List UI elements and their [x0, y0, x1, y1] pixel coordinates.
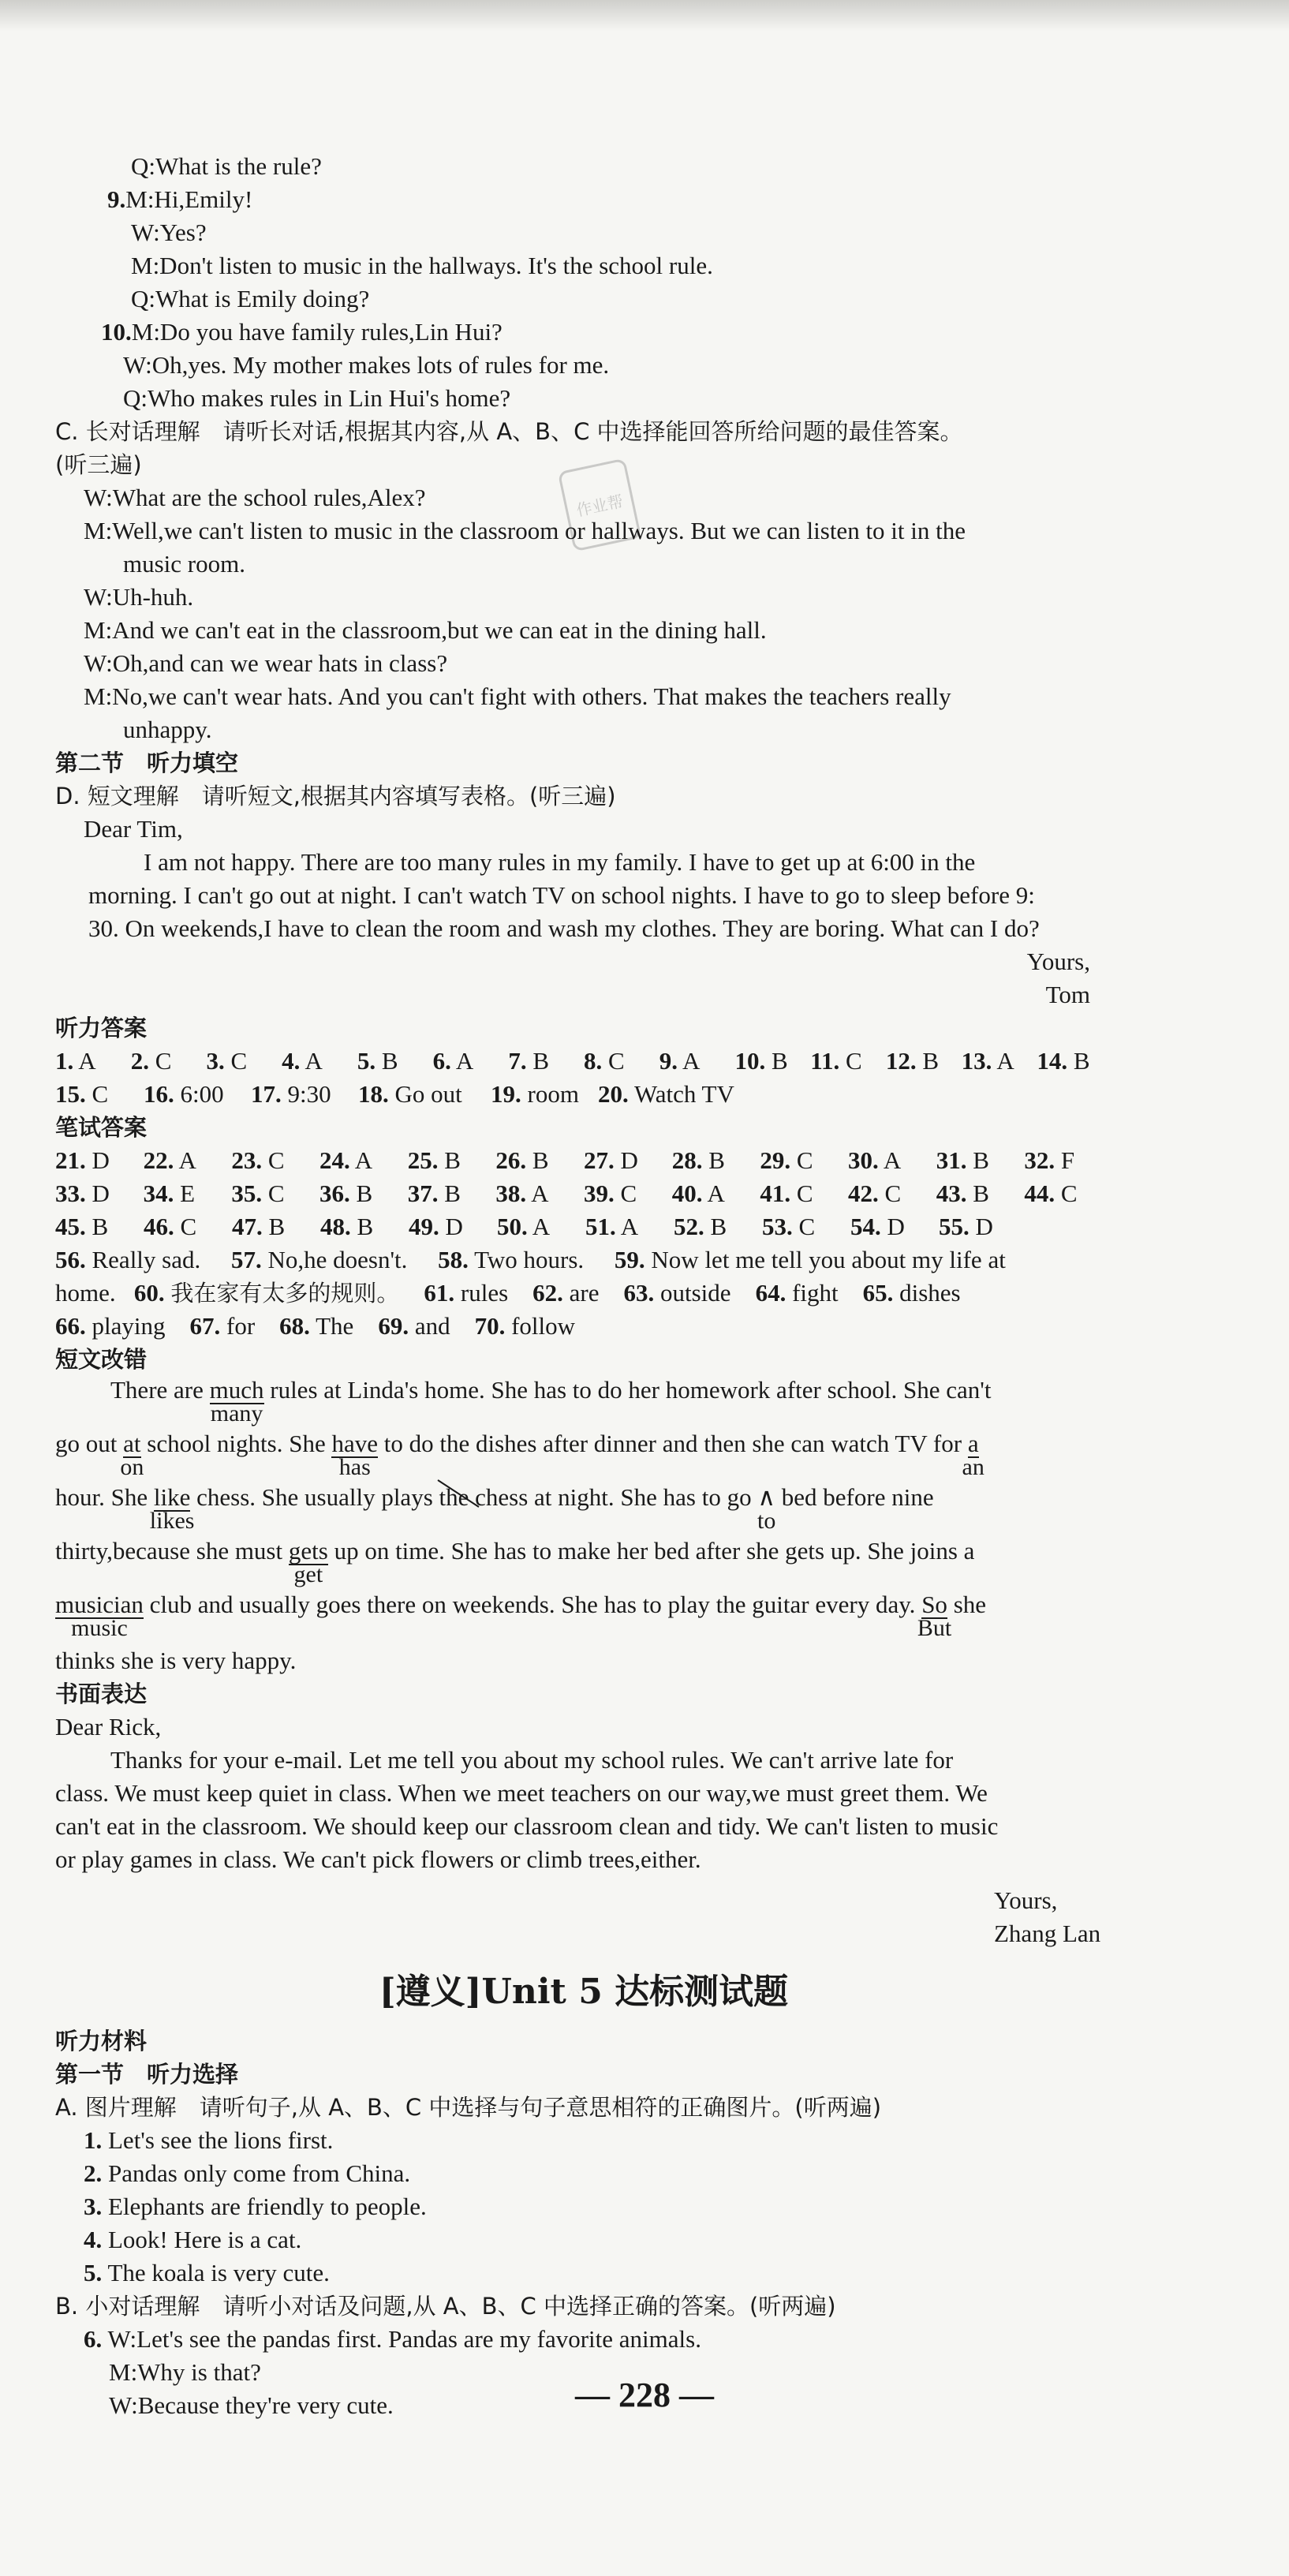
dialog-line: 6. W:Let's see the pandas first. Pandas are my favorite animals.: [84, 2325, 701, 2353]
answer-item: 28. B: [671, 1146, 725, 1174]
answer-item: 27. D: [584, 1146, 638, 1174]
section-heading: 第二节 听力填空: [55, 750, 239, 776]
dialog-line: W:Uh-huh.: [84, 583, 194, 611]
answer-item: 43. B: [936, 1180, 989, 1207]
letter-line: can't eat in the classroom. We should keep our classroom clean and tidy. We can't listen to music: [55, 1812, 999, 1840]
answer-item: 30. A: [848, 1146, 902, 1174]
passage-line: musician music club and usually goes there on weekends. She has to play the guitar every day. So But she: [55, 1591, 987, 1641]
letter-line: I am not happy. There are too many rules in my family. I have to get up at 6:00 in the: [144, 848, 976, 876]
answer-item: 38. A: [495, 1180, 549, 1207]
answer-item: 14. B: [1037, 1047, 1090, 1075]
answer-item: 46. C: [144, 1213, 197, 1240]
section-heading: 第一节 听力选择: [55, 2061, 239, 2088]
answer-item: 40. A: [671, 1180, 725, 1207]
answer-item: 4. A: [282, 1047, 323, 1075]
answer-item: 55. D: [939, 1213, 993, 1240]
dialog-line: W:What are the school rules,Alex?: [84, 484, 426, 511]
answer-item: 25. B: [407, 1146, 461, 1174]
dialog-line: M:No,we can't wear hats. And you can't fight with others. That makes the teachers really: [84, 682, 951, 710]
answer-item: 7. B: [508, 1047, 549, 1075]
page-number: — 228 —: [575, 2376, 714, 2414]
letter-line: class. We must keep quiet in class. When we meet teachers on our way,we must greet them. We: [55, 1779, 988, 1807]
letter-signature: Zhang Lan: [994, 1920, 1101, 1947]
letter-closing: Yours,: [1026, 948, 1090, 975]
answer-item: 47. B: [232, 1213, 286, 1240]
answer-item: 3. C: [206, 1047, 248, 1075]
error-word: much many: [209, 1376, 264, 1426]
top-shadow: [0, 0, 1289, 32]
error-word: gets get: [288, 1537, 328, 1587]
answer-item: 48. B: [320, 1213, 374, 1240]
answer-item: 44. C: [1024, 1180, 1078, 1207]
deleted-word: the: [439, 1483, 469, 1512]
passage-line: There are much many rules at Linda's home. She has to do her homework after school. She can't: [110, 1376, 992, 1426]
answer-item: 49. D: [409, 1213, 463, 1240]
letter-line: morning. I can't go out at night. I can't watch TV on school nights. I have to go to sleep before 9:: [88, 881, 1035, 909]
answer-item: 39. C: [584, 1180, 637, 1207]
dialog-line: Q:What is the rule?: [131, 152, 322, 180]
answer-item: 53. C: [762, 1213, 816, 1240]
answer-item: 12. B: [885, 1047, 940, 1075]
dialog-line: 9.M:Hi,Emily!: [107, 185, 253, 213]
answer-item: 24. A: [319, 1146, 373, 1174]
section-a-instruction: A. 图片理解 请听句子,从 A、B、C 中选择与句子意思相符的正确图片。(听两遍): [55, 2094, 882, 2121]
letter-salutation: Dear Rick,: [55, 1713, 162, 1740]
answer-item: 41. C: [760, 1180, 813, 1207]
answer-item: 9. A: [659, 1047, 701, 1075]
answer-row: [55, 1210, 1112, 1243]
error-correction-heading: 短文改错: [55, 1346, 148, 1373]
insertion-mark: ∧ to: [757, 1483, 776, 1534]
letter-line: or play games in class. We can't pick flowers or climb trees,either.: [55, 1845, 701, 1873]
answer-row: [55, 1144, 1112, 1177]
error-word: a an: [962, 1430, 984, 1480]
written-answers-heading: 笔试答案: [55, 1114, 148, 1141]
answer-item: 1. A: [55, 1047, 96, 1075]
answer-item: 19. room: [491, 1080, 579, 1108]
dialog-line: M:Why is that?: [109, 2358, 261, 2386]
answer-line: 66. playing 67. for 68. The 69. and 70. follow: [55, 1312, 576, 1340]
passage-line: hour. She like likes chess. She usually plays the chess at night. She has to go ∧ to bed before nine: [55, 1483, 1112, 1537]
dialog-line: Q:What is Emily doing?: [131, 285, 370, 312]
answer-line: 56. Really sad. 57. No,he doesn't. 58. Two hours. 59. Now let me tell you about my life at: [55, 1246, 1006, 1273]
answer-row: [55, 1045, 1112, 1078]
section-b-instruction: B. 小对话理解 请听小对话及问题,从 A、B、C 中选择正确的答案。(听两遍): [55, 2293, 836, 2320]
answer-item: 52. B: [674, 1213, 727, 1240]
letter-line: Thanks for your e-mail. Let me tell you about my school rules. We can't arrive late for: [110, 1746, 954, 1774]
answer-item: 26. B: [495, 1146, 549, 1174]
answer-item: 11. C: [810, 1047, 862, 1075]
answer-item: 42. C: [848, 1180, 902, 1207]
list-item: 2. Pandas only come from China.: [84, 2159, 411, 2187]
answer-item: 34. E: [143, 1180, 196, 1207]
error-word: So But: [917, 1591, 952, 1641]
dialog-line: unhappy.: [123, 716, 212, 743]
dialog-line: M:Don't listen to music in the hallways. It's the school rule.: [131, 252, 713, 279]
answer-item: 18. Go out: [358, 1080, 462, 1108]
answer-line: home. 60. 我在家有太多的规则。 61. rules 62. are 63. outside 64. fight 65. dishes: [55, 1279, 961, 1307]
passage-line: thinks she is very happy.: [55, 1647, 297, 1674]
dialog-line: W:Because they're very cute.: [109, 2391, 394, 2419]
section-c-instruction-2: (听三遍): [55, 451, 142, 478]
answer-item: 6. A: [432, 1047, 474, 1075]
error-word: like likes: [149, 1483, 195, 1534]
passage-line: thirty,because she must gets get up on time. She has to make her bed after she gets up. She joins a: [55, 1537, 975, 1587]
answer-item: 13. A: [961, 1047, 1014, 1075]
answer-item: 36. B: [319, 1180, 373, 1207]
letter-line: 30. On weekends,I have to clean the room and wash my clothes. They are boring. What can I do?: [88, 914, 1040, 942]
letter-signature: Tom: [1045, 981, 1090, 1008]
section-d-instruction: D. 短文理解 请听短文,根据其内容填写表格。(听三遍): [55, 783, 616, 809]
dialog-line: W:Oh,and can we wear hats in class?: [84, 649, 448, 677]
writing-heading: 书面表达: [55, 1681, 148, 1707]
answer-item: 22. A: [143, 1146, 196, 1174]
unit-title: [遵义]Unit 5 达标测试题: [379, 1972, 789, 2012]
answer-item: 21. D: [55, 1146, 110, 1174]
section-c-instruction: C. 长对话理解 请听长对话,根据其内容,从 A、B、C 中选择能回答所给问题的最佳答案。: [55, 418, 963, 445]
answer-item: 23. C: [231, 1146, 285, 1174]
answer-item: 2. C: [130, 1047, 172, 1075]
answer-item: 29. C: [760, 1146, 813, 1174]
dialog-line: Q:Who makes rules in Lin Hui's home?: [123, 384, 511, 412]
list-item: 5. The koala is very cute.: [84, 2259, 330, 2286]
answer-item: 54. D: [850, 1213, 905, 1240]
answer-item: 17. 9:30: [251, 1080, 331, 1108]
dialog-line: M:Well,we can't listen to music in the classroom or hallways. But we can listen to it in the: [84, 517, 966, 544]
listening-material-heading: 听力材料: [55, 2028, 148, 2054]
answer-item: 33. D: [55, 1180, 110, 1207]
page-content: [55, 150, 1112, 2422]
answer-item: 35. C: [231, 1180, 285, 1207]
error-word: at on: [120, 1430, 144, 1480]
answer-item: 45. B: [55, 1213, 109, 1240]
error-word: have has: [331, 1430, 379, 1480]
answer-item: 20. Watch TV: [598, 1080, 734, 1108]
list-item: 3. Elephants are friendly to people.: [84, 2193, 427, 2220]
answer-item: 31. B: [936, 1146, 989, 1174]
dialog-line: 10.M:Do you have family rules,Lin Hui?: [101, 318, 503, 346]
svg-text:作业帮: 作业帮: [574, 492, 626, 520]
list-item: 1. Let's see the lions first.: [84, 2126, 334, 2154]
dialog-line: W:Oh,yes. My mother makes lots of rules for me.: [123, 351, 610, 379]
listening-answers-heading: 听力答案: [55, 1015, 148, 1041]
list-item: 4. Look! Here is a cat.: [84, 2226, 302, 2253]
answer-item: 15. C: [55, 1080, 109, 1108]
answer-row: [55, 1078, 1112, 1111]
error-word: musician music: [55, 1591, 144, 1641]
error-correction-passage: [55, 1376, 1112, 1677]
letter-salutation: Dear Tim,: [84, 815, 183, 843]
answer-item: 37. B: [407, 1180, 461, 1207]
passage-line: go out at on school nights. She have has to do the dishes after dinner and then she can watch TV for a an: [55, 1430, 984, 1480]
dialog-line: W:Yes?: [131, 219, 207, 246]
answer-item: 16. 6:00: [144, 1080, 224, 1108]
dialog-line: music room.: [123, 550, 245, 578]
letter-closing: Yours,: [994, 1886, 1058, 1914]
answer-item: 32. F: [1024, 1146, 1075, 1174]
answer-item: 5. B: [357, 1047, 398, 1075]
answer-row: [55, 1177, 1112, 1210]
answer-item: 50. A: [497, 1213, 551, 1240]
dialog-line: M:And we can't eat in the classroom,but we can eat in the dining hall.: [84, 616, 767, 644]
answer-item: 8. C: [584, 1047, 625, 1075]
answer-item: 51. A: [585, 1213, 639, 1240]
answer-item: 10. B: [734, 1047, 788, 1075]
